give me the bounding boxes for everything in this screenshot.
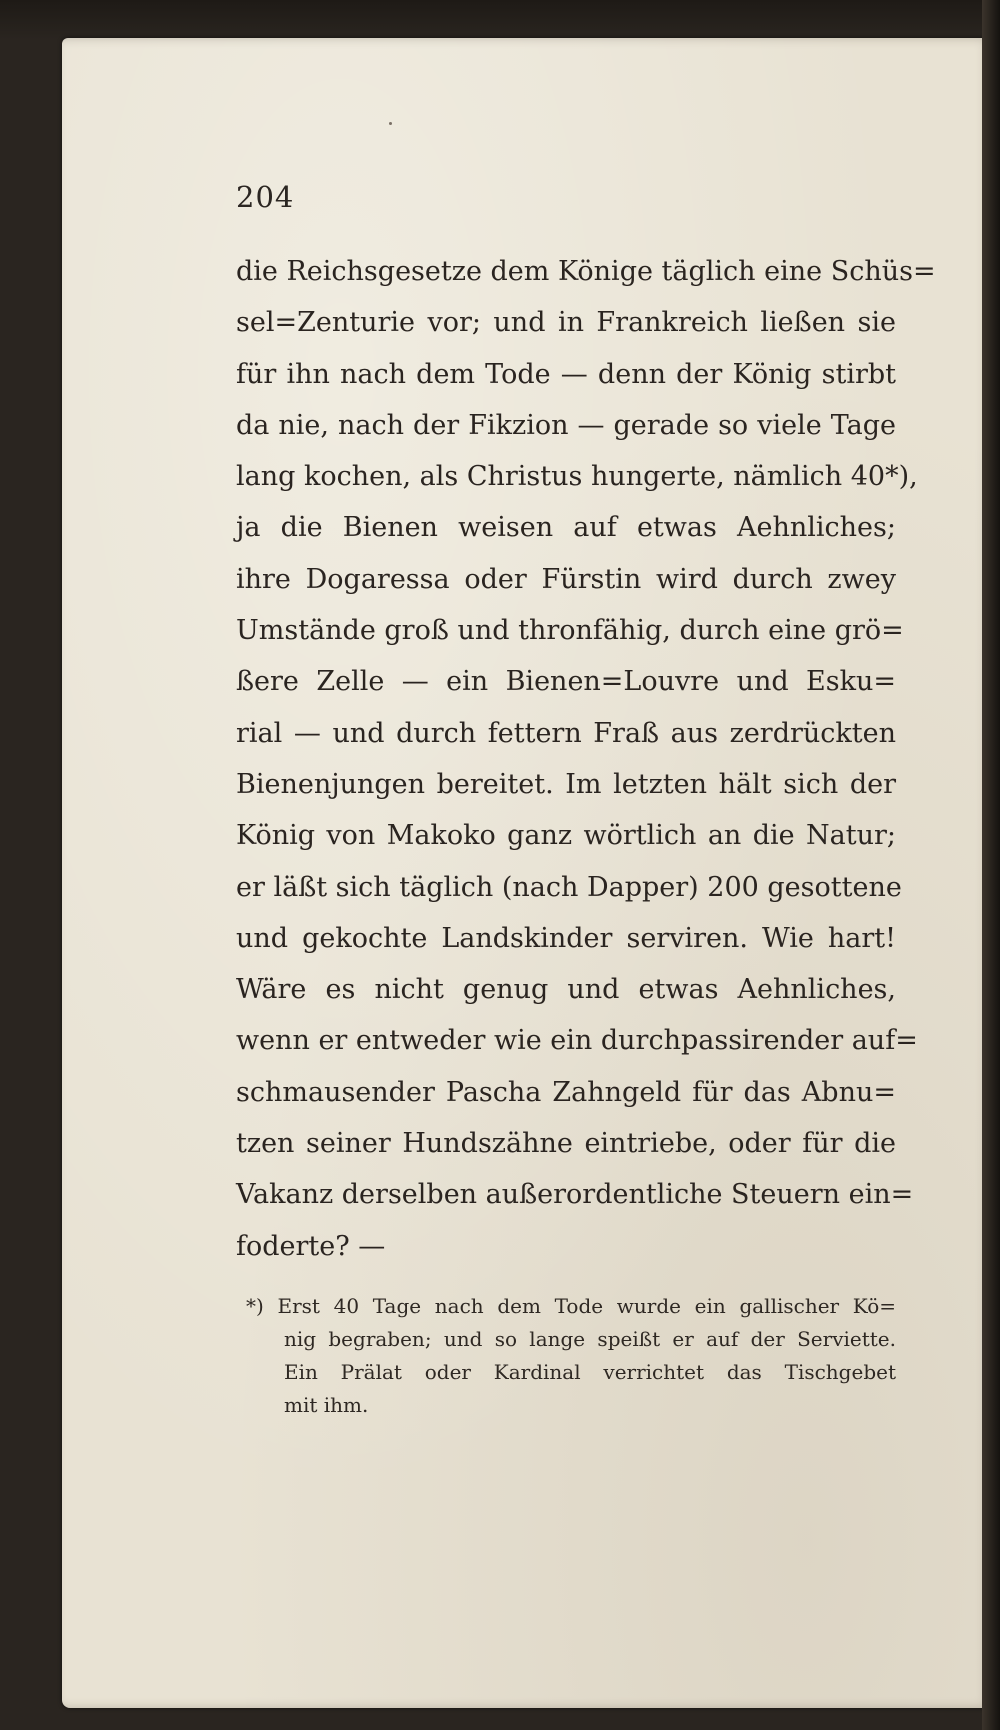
footnote-line: *) Erst 40 Tage nach dem Tode wurde ein gallischer Kö= <box>246 1294 896 1318</box>
book-edge <box>982 0 1000 1730</box>
text-line: lang kochen, als Christus hungerte, nämlich 40*), <box>236 461 918 493</box>
text-line: sel=Zenturie vor; und in Frankreich ließen sie <box>236 307 896 339</box>
text-line: Umstände groß und thronfähig, durch eine grö= <box>236 615 904 647</box>
text-line: die Reichsgesetze dem Könige täglich eine Schüs= <box>236 256 936 287</box>
text-line: er läßt sich täglich (nach Dapper) 200 gesottene <box>236 871 902 903</box>
footnote-line: nig begraben; und so lange speißt er auf der Serviette. <box>284 1327 896 1351</box>
text-line: da nie, nach der Fikzion — gerade so viele Tage <box>236 409 896 441</box>
text-line: Vakanz derselben außerordentliche Steuern ein= <box>236 1179 914 1211</box>
text-line: foderte? — <box>236 1230 386 1262</box>
text-line: schmausender Pascha Zahngeld für das Abnu= <box>236 1076 896 1108</box>
footnote <box>246 1290 896 1422</box>
text-line: rial — und durch fettern Fraß aus zerdrückten <box>236 717 896 749</box>
text-line: Wäre es nicht genug und etwas Aehnliches, <box>236 974 896 1006</box>
text-line: Bienenjungen bereitet. Im letzten hält sich der <box>236 768 896 800</box>
text-line: und gekochte Landskinder serviren. Wie hart! <box>236 922 896 954</box>
page-number: 204 <box>236 180 295 214</box>
text-line: ja die Bienen weisen auf etwas Aehnliches; <box>236 512 896 544</box>
text-line: tzen seiner Hundszähne eintriebe, oder für die <box>236 1128 896 1160</box>
text-line: ihre Dogaressa oder Fürstin wird durch zwey <box>236 563 896 595</box>
footnote-line: Ein Prälat oder Kardinal verrichtet das Tischgebet <box>284 1360 896 1384</box>
footnote-line: mit ihm. <box>284 1393 369 1417</box>
text-line: für ihn nach dem Tode — denn der König stirbt <box>236 358 896 390</box>
ink-speck <box>389 122 392 125</box>
body-text <box>236 246 936 1272</box>
background-top <box>0 0 1000 40</box>
text-line: König von Makoko ganz wörtlich an die Natur; <box>236 820 896 852</box>
text-line: wenn er entweder wie ein durchpassirender auf= <box>236 1025 918 1057</box>
text-line: ßere Zelle — ein Bienen=Louvre und Esku= <box>236 666 896 698</box>
